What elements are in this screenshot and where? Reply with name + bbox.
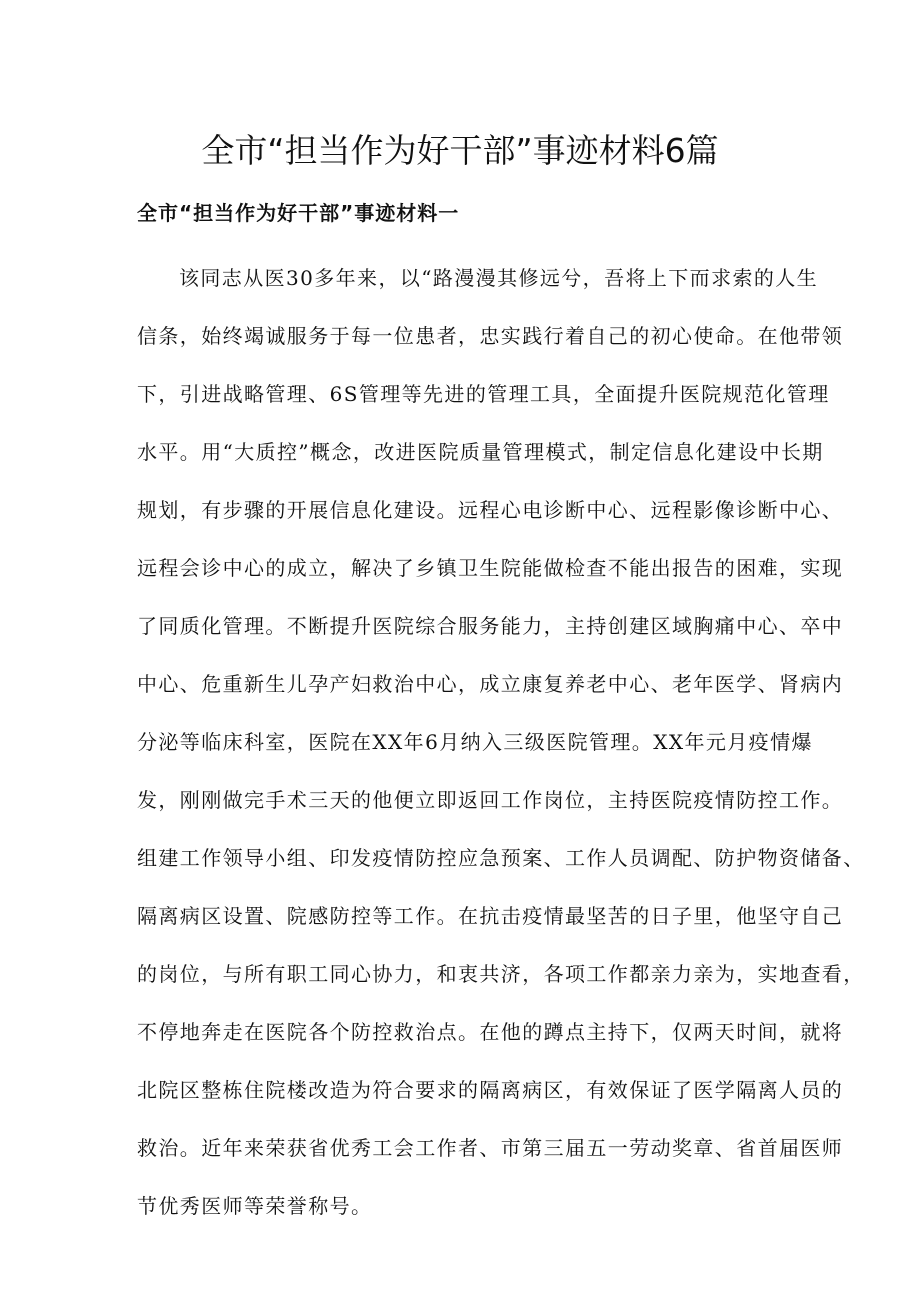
paragraph-line: 规划，有步骤的开展信息化建设。远程心电诊断中心、远程影像诊断中心、 [137,498,844,522]
paragraph-line: 了同质化管理。不断提升医院综合服务能力，主持创建区域胸痛中心、卒中 [137,614,844,638]
paragraph-line: 该同志从医30多年来，以“路漫漫其修远兮，吾将上下而求索的人生 [179,266,819,290]
paragraph-line: 救治。近年来荣获省优秀工会工作者、市第三届五一劳动奖章、省首届医师 [137,1136,844,1160]
document-title: 全市“担当作为好干部”事迹材料6篇 [201,131,719,170]
section-heading: 全市“担当作为好干部”事迹材料一 [137,201,460,225]
paragraph-line: 下，引进战略管理、6S管理等先进的管理工具，全面提升医院规范化管理 [137,382,830,406]
paragraph-line: 组建工作领导小组、印发疫情防控应急预案、工作人员调配、防护物资储备、 [137,846,865,870]
paragraph-line: 发，刚刚做完手术三天的他便立即返回工作岗位，主持医院疫情防控工作。 [137,788,844,812]
paragraph-line: 的岗位，与所有职工同心协力，和衷共济，各项工作都亲力亲为，实地查看， [137,962,865,986]
paragraph-line: 信条，始终竭诚服务于每一位患者，忠实践行着自己的初心使命。在他带领 [137,324,844,348]
paragraph-line: 水平。用“大质控”概念，改进医院质量管理模式，制定信息化建设中长期 [137,440,824,464]
paragraph-line: 中心、危重新生儿孕产妇救治中心，成立康复养老中心、老年医学、肾病内 [137,672,844,696]
paragraph-line: 北院区整栋住院楼改造为符合要求的隔离病区，有效保证了医学隔离人员的 [137,1078,844,1102]
paragraph-line: 节优秀医师等荣誉称号。 [137,1194,373,1218]
paragraph-line: 隔离病区设置、院感防控等工作。在抗击疫情最坚苦的日子里，他坚守自己 [137,904,844,928]
paragraph-line: 分泌等临床科室，医院在XX年6月纳入三级医院管理。XX年元月疫情爆 [137,730,813,754]
paragraph-line: 不停地奔走在医院各个防控救治点。在他的蹲点主持下，仅两天时间，就将 [137,1020,844,1044]
body-paragraph [137,252,865,1238]
paragraph-line: 远程会诊中心的成立，解决了乡镇卫生院能做检查不能出报告的困难，实现 [137,556,844,580]
